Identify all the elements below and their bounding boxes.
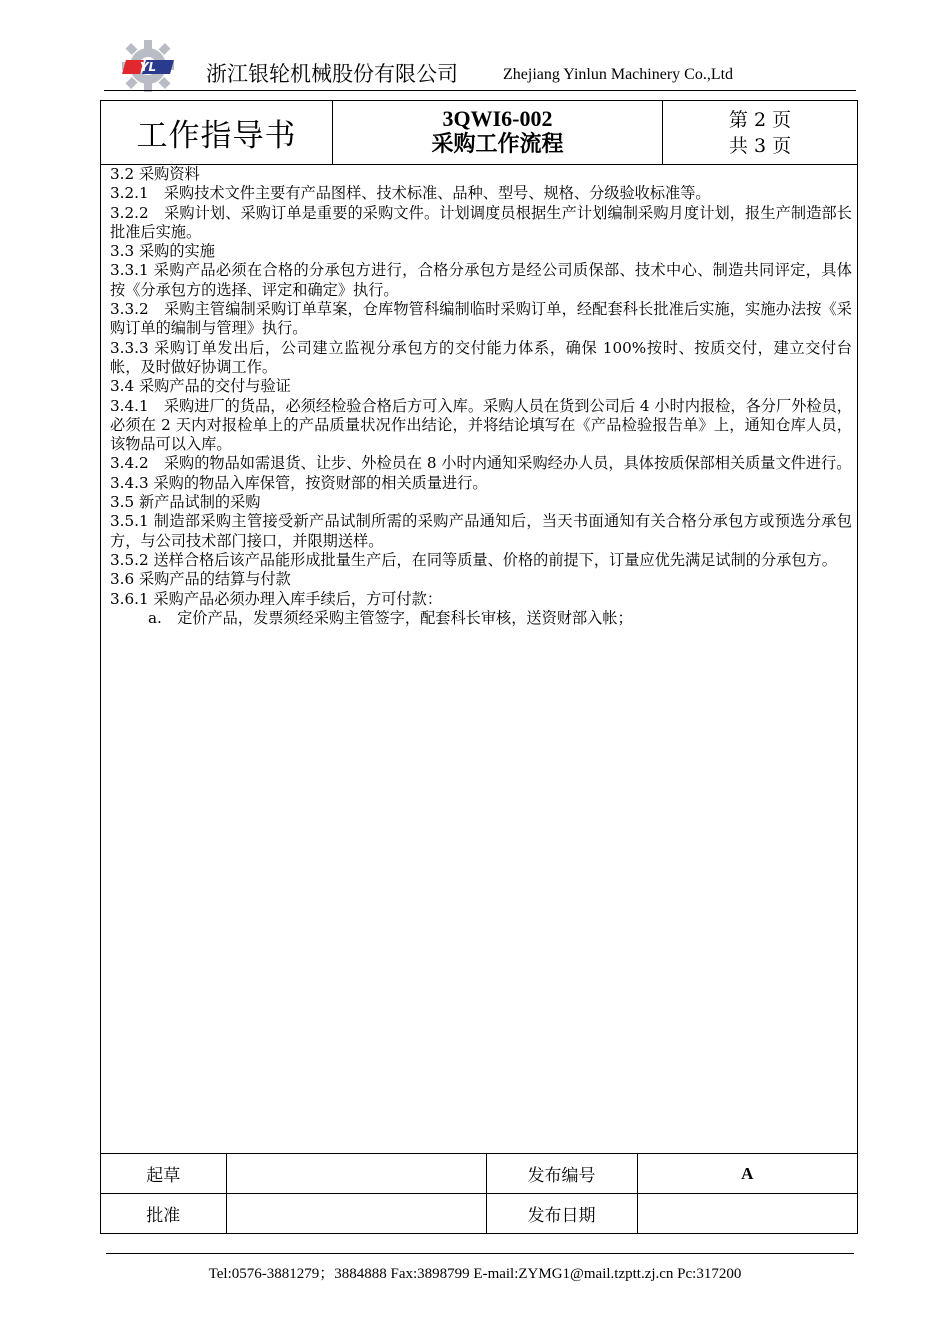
document-frame: [100, 100, 858, 1234]
footer-rule: [106, 1253, 854, 1254]
paragraph: 3.4.1 采购进厂的货品，必须经检验合格后方可入库。采购人员在货到公司后 4 小时内报检，各分厂外检员，必须在 2 天内对报检单上的产品质量状况作出结论，并将结论填写在《产品检验报告单》上，通知仓库人员，该物品可以入库。: [110, 396, 852, 454]
paragraph: 3.3.2 采购主管编制采购订单草案，仓库物管科编制临时采购订单，经配套科长批准后实施，实施办法按《采购订单的编制与管理》执行。: [110, 300, 852, 338]
paragraph: 3.2.1 采购技术文件主要有产品图样、技术标准、品种、型号、规格、分级验收标准等。: [110, 184, 711, 203]
paragraph: 3.2.2 采购计划、采购订单是重要的采购文件。计划调度员根据生产计划编制采购月度计划，报生产制造部长批准后实施。: [110, 203, 852, 241]
section-heading: 3.2 采购资料: [110, 165, 200, 183]
draft-label: 起草: [101, 1154, 226, 1194]
paragraph: 3.3.3 采购订单发出后，公司建立监视分承包方的交付能力体系，确保 100%按时、按质交付，建立交付台帐，及时做好协调工作。: [110, 338, 852, 376]
paragraph: 3.5.2 送样合格后该产品能形成批量生产后，在同等质量、价格的前提下，订量应优先满足试制的分承包方。: [110, 550, 837, 569]
page-total: 共 3 页: [728, 134, 792, 157]
list-item: a. 定价产品，发票须经采购主管签字，配套科长审核，送资财部入帐；: [148, 608, 633, 627]
paragraph: 3.4.2 采购的物品如需退货、让步、外检员在 8 小时内通知采购经办人员，具体按质保部相关质量文件进行。: [110, 454, 852, 473]
signature-table: [101, 1153, 857, 1233]
title-cell-doc-id: [333, 101, 663, 164]
section-heading: 3.3 采购的实施: [110, 242, 215, 261]
company-name-en: Zhejiang Yinlun Machinery Co.,Ltd: [503, 66, 734, 83]
issue-number-label: 发布编号: [486, 1154, 637, 1194]
draft-value: [226, 1154, 486, 1194]
doc-code: 3QWI6-002: [442, 105, 553, 131]
section-heading: 3.6 采购产品的结算与付款: [110, 570, 291, 589]
doc-name: 采购工作流程: [431, 131, 564, 157]
paragraph: 3.3.1 采购产品必须在合格的分承包方进行，合格分承包方是经公司质保部、技术中心、制造共同评定，具体按《分承包方的选择、评定和确定》执行。: [110, 261, 852, 299]
paragraph: 3.5.1 制造部采购主管接受新产品试制所需的采购产品通知后，当天书面通知有关合格分承包方或预选分承包方，与公司技术部门接口，并限期送样。: [110, 512, 852, 550]
table-row: [101, 1154, 857, 1194]
section-heading: 3.5 新产品试制的采购: [110, 493, 261, 512]
header-rule: [104, 90, 856, 91]
approve-label: 批准: [101, 1194, 226, 1234]
footer-contact: Tel:0576-3881279；3884888 Fax:3898799 E-mail:ZYMG1@mail.tzptt.zj.cn Pc:317200: [208, 1266, 742, 1282]
logo-text: YL: [139, 60, 157, 74]
page-current: 第 2 页: [728, 108, 792, 131]
table-row: [101, 1194, 857, 1234]
approve-value: [226, 1194, 486, 1234]
paragraph: 3.4.3 采购的物品入库保管，按资财部的相关质量进行。: [110, 473, 488, 492]
issue-date-label: 发布日期: [486, 1194, 637, 1234]
document-body: [110, 165, 852, 628]
paragraph: 3.6.1 采购产品必须办理入库手续后，方可付款：: [110, 589, 443, 608]
title-cell-page-info: [663, 101, 857, 164]
title-cell-doc-type: [101, 101, 333, 164]
issue-date-value: [637, 1194, 857, 1234]
issue-number-value: A: [637, 1154, 857, 1194]
section-heading: 3.4 采购产品的交付与验证: [110, 377, 291, 396]
title-block: [101, 101, 857, 165]
company-name-cn: 浙江银轮机械股份有限公司: [206, 62, 458, 86]
company-logo: [118, 38, 178, 94]
doc-title: 工作指导书: [136, 118, 297, 154]
